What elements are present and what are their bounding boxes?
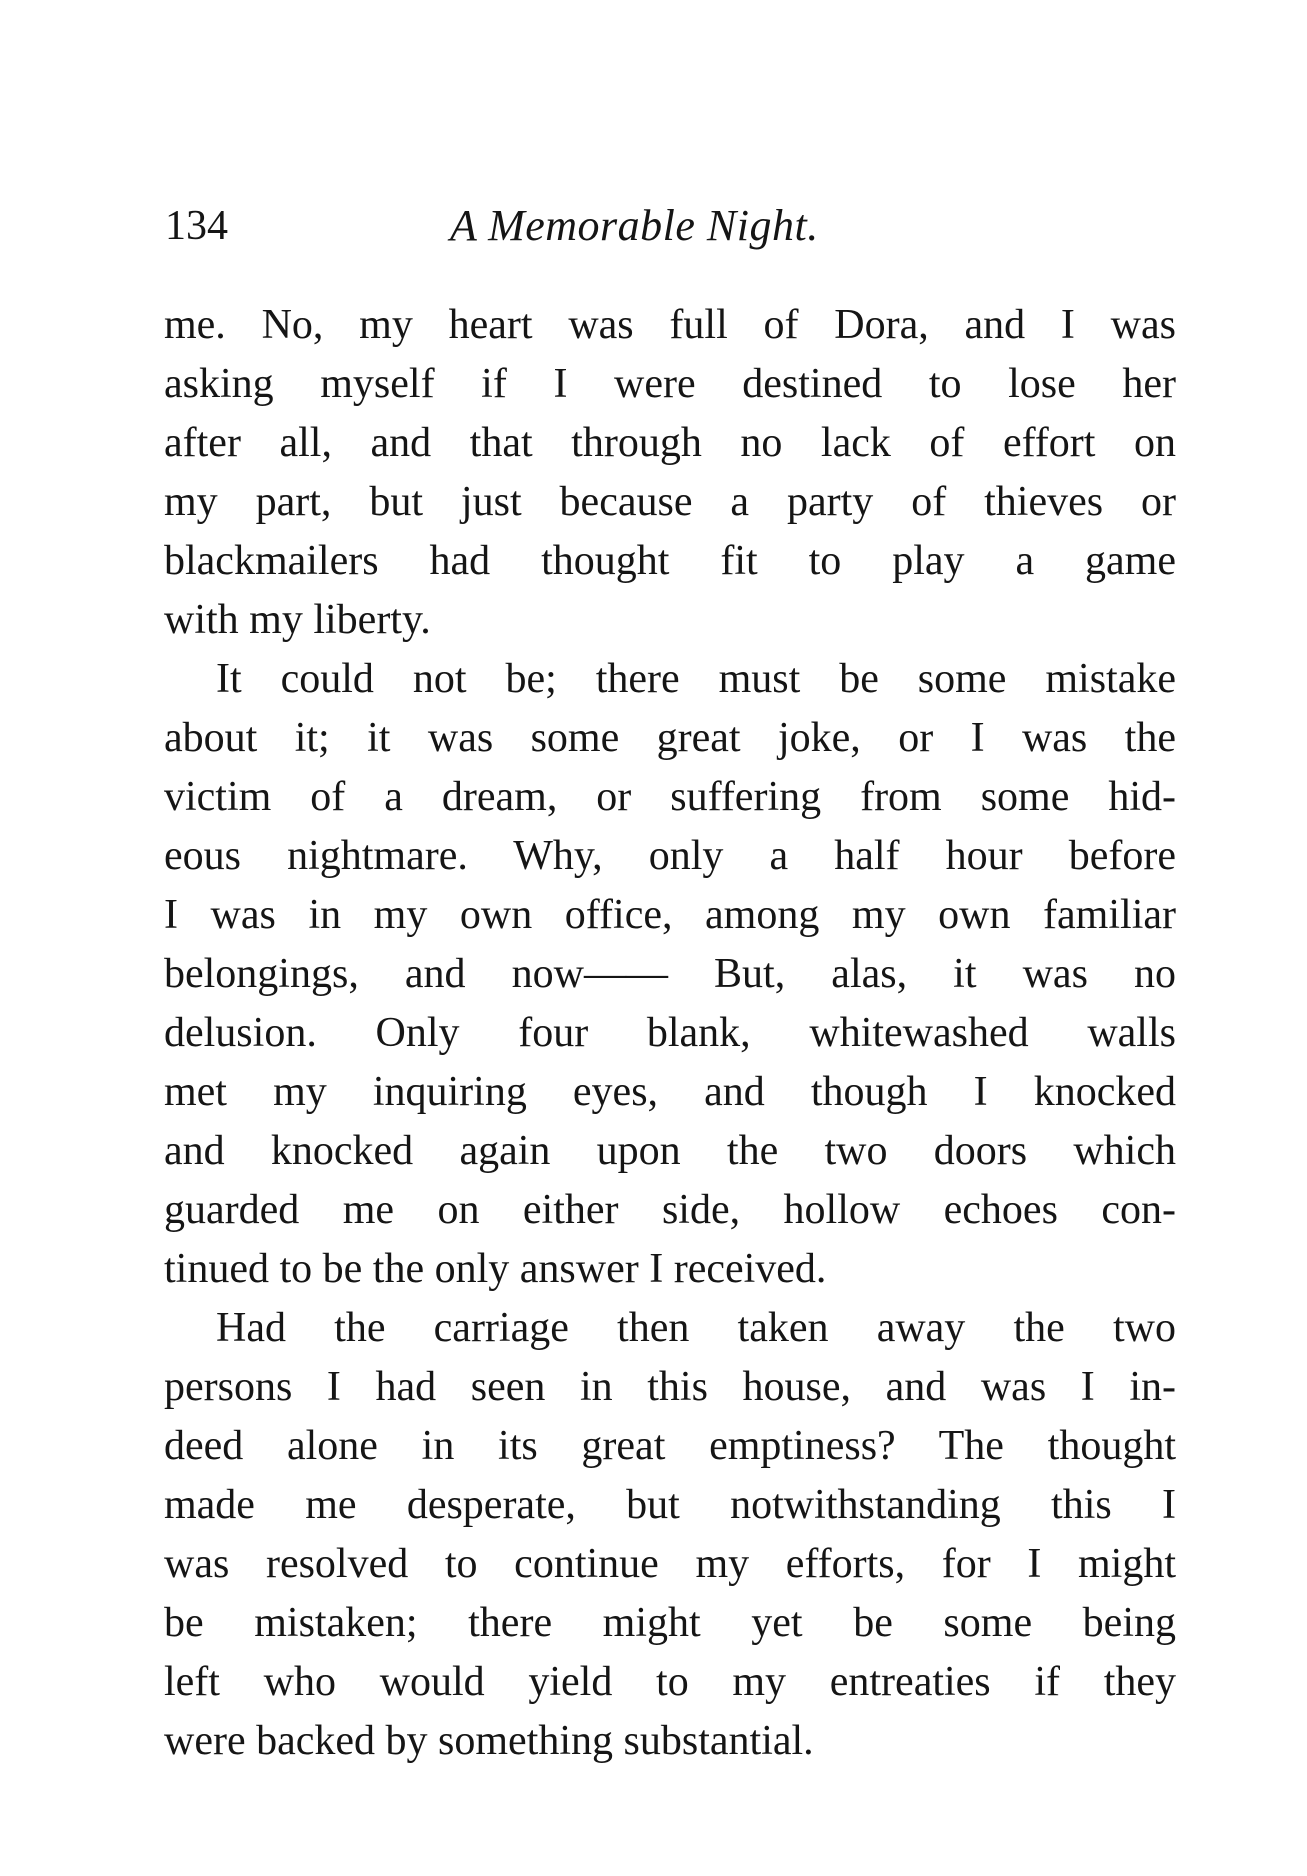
text-line: deed alone in its great emptiness? The thought	[164, 1423, 1176, 1469]
text-line: blackmailers had thought fit to play a game	[164, 538, 1176, 584]
text-line: and knocked again upon the two doors which	[164, 1128, 1176, 1174]
text-line: tinued to be the only answer I received.	[164, 1246, 827, 1292]
text-line: delusion. Only four blank, whitewashed walls	[164, 1010, 1176, 1056]
running-head	[165, 196, 1175, 256]
text-line: asking myself if I were destined to lose her	[164, 361, 1176, 407]
text-line: with my liberty.	[164, 597, 431, 643]
text-line: were backed by something substantial.	[164, 1718, 814, 1764]
text-line: about it; it was some great joke, or I was the	[164, 715, 1176, 761]
body-text	[164, 296, 1176, 1771]
text-line: me. No, my heart was full of Dora, and I was	[164, 302, 1176, 348]
text-line: persons I had seen in this house, and was I in-	[164, 1364, 1176, 1410]
page-number: 134	[165, 203, 228, 249]
text-line: left who would yield to my entreaties if they	[164, 1659, 1176, 1705]
running-title: A Memorable Night.	[450, 201, 819, 250]
text-line: eous nightmare. Why, only a half hour before	[164, 833, 1176, 879]
text-line: after all, and that through no lack of effort on	[164, 420, 1176, 466]
text-line: guarded me on either side, hollow echoes con-	[164, 1187, 1176, 1233]
text-line: met my inquiring eyes, and though I knocked	[164, 1069, 1176, 1115]
text-line: belongings, and now—— But, alas, it was no	[164, 951, 1176, 997]
text-line: be mistaken; there might yet be some being	[164, 1600, 1176, 1646]
text-line: victim of a dream, or suffering from some hid-	[164, 774, 1176, 820]
text-line: was resolved to continue my efforts, for I might	[164, 1541, 1176, 1587]
text-line: my part, but just because a party of thieves or	[164, 479, 1176, 525]
text-line: It could not be; there must be some mistake	[216, 656, 1176, 702]
text-line: Had the carriage then taken away the two	[216, 1305, 1176, 1351]
text-line: made me desperate, but notwithstanding this I	[164, 1482, 1176, 1528]
text-line: I was in my own office, among my own familiar	[164, 892, 1176, 938]
